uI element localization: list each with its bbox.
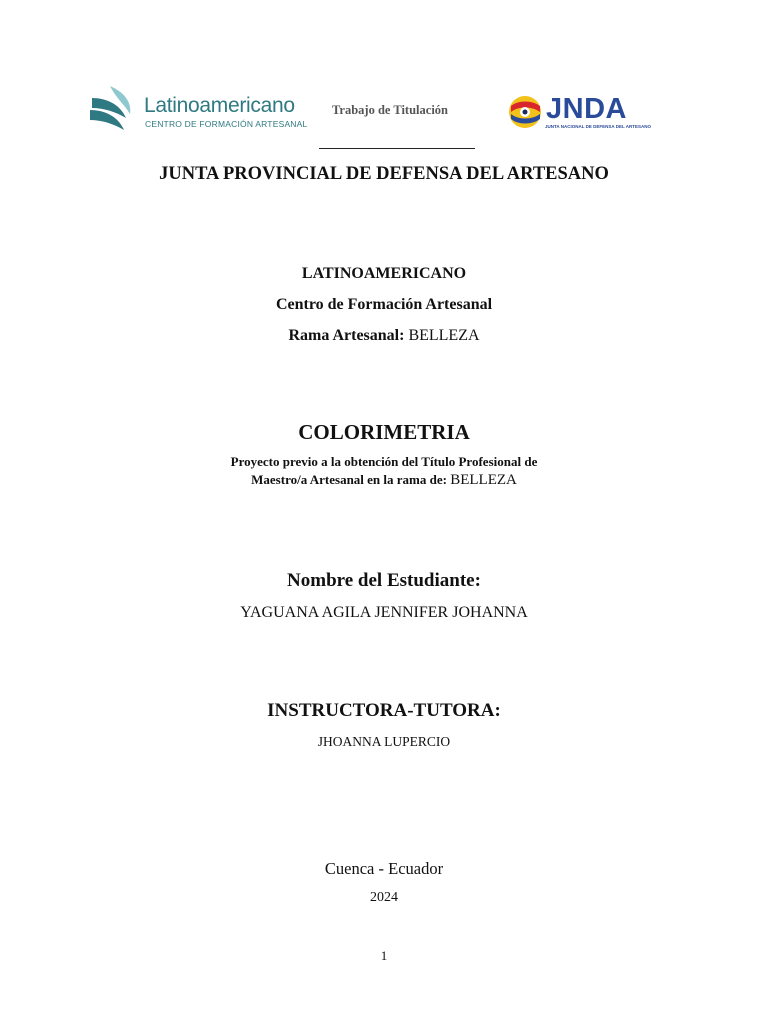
institution-name: LATINOAMERICANO [301, 265, 467, 282]
institution-center: Centro de Formación Artesanal [275, 296, 493, 313]
jnda-emblem-icon [508, 92, 544, 132]
header-title: Trabajo de Titulación [332, 103, 448, 117]
year: 2024 [370, 890, 398, 905]
page-number: 1 [380, 948, 388, 963]
project-title: COLORIMETRIA [298, 420, 470, 444]
org-title: JUNTA PROVINCIAL DE DEFENSA DEL ARTESANO [159, 164, 609, 184]
project-line-2 [0, 472, 768, 489]
branch-value: BELLEZA [408, 327, 480, 344]
branch-label: Rama Artesanal: [288, 327, 405, 344]
project-line-2-value: BELLEZA [450, 472, 517, 488]
tutor-label: INSTRUCTORA-TUTORA: [267, 700, 501, 721]
student-label: Nombre del Estudiante: [287, 570, 481, 591]
tutor-name: JHOANNA LUPERCIO [317, 734, 451, 749]
jnda-logo-name: JNDA [546, 93, 627, 125]
latinoamericano-logo [88, 84, 308, 136]
latinoamericano-logo-subtitle: CENTRO DE FORMACIÓN ARTESANAL [145, 119, 308, 129]
jnda-logo-subtitle: JUNTA NACIONAL DE DEFENSA DEL ARTESANO [545, 124, 652, 129]
latinoamericano-logo-name: Latinoamericano [144, 94, 295, 117]
institution-branch [0, 327, 768, 345]
place: Cuenca - Ecuador [324, 859, 444, 878]
header-rule [319, 148, 475, 149]
student-name: YAGUANA AGILA JENNIFER JOHANNA [240, 604, 528, 621]
project-line-2-label: Maestro/a Artesanal en la rama de: [251, 472, 447, 487]
latinoamericano-waves-icon [88, 84, 140, 136]
jnda-logo [508, 92, 658, 134]
project-line-1: Proyecto previo a la obtención del Título Profesional de [230, 454, 538, 469]
